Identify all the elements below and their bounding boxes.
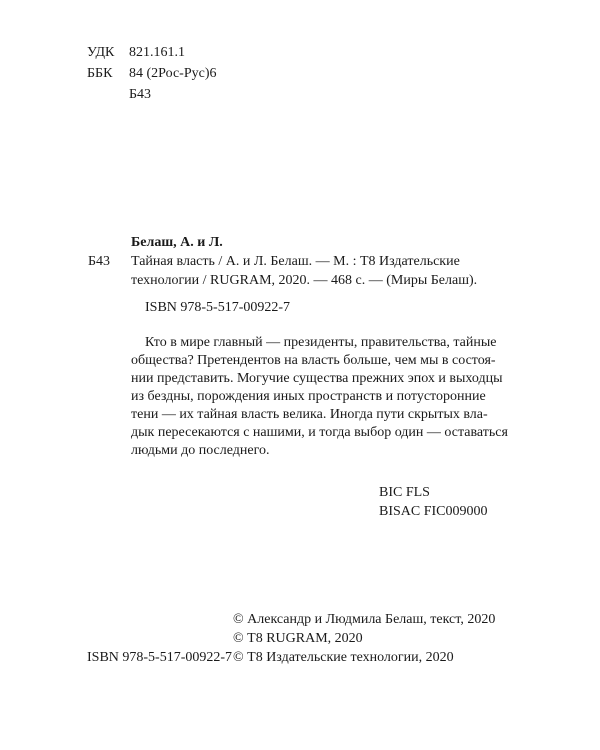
annotation-line: тени — их тайная власть велика. Иногда пути скрытых вла- bbox=[131, 407, 488, 422]
annotation-line: из бездны, порождения иных пространств и потусторонние bbox=[131, 389, 486, 404]
bisac-code: BISAC FIC009000 bbox=[379, 504, 488, 519]
annotation-line: нии представить. Могучие существа прежних эпох и выходцы bbox=[131, 371, 503, 386]
isbn-footer: ISBN 978-5-517-00922-7 bbox=[87, 650, 233, 665]
bbk-row bbox=[87, 65, 287, 83]
copyright-text: © Александр и Людмила Белаш, текст, 2020 bbox=[233, 612, 496, 627]
copyright-technologies: © Т8 Издательские технологии, 2020 bbox=[233, 650, 454, 665]
bic-code: BIC FLS bbox=[379, 485, 430, 500]
bbk-label: ББК bbox=[87, 66, 113, 81]
copyright-publisher: © Т8 RUGRAM, 2020 bbox=[233, 631, 363, 646]
udk-value: 821.161.1 bbox=[129, 45, 185, 60]
bib-description-line-2: технологии / RUGRAM, 2020. — 468 с. — (Миры Белаш). bbox=[131, 273, 478, 288]
author-heading: Белаш, А. и Л. bbox=[131, 235, 223, 250]
annotation-line: Кто в мире главный — президенты, правительства, тайные bbox=[145, 335, 497, 350]
annotation-line: людьми до последнего. bbox=[131, 443, 270, 458]
bib-description-line-1: Тайная власть / А. и Л. Белаш. — М. : Т8 Издательские bbox=[131, 254, 460, 269]
udk-label: УДК bbox=[87, 45, 115, 60]
isbn-entry: ISBN 978-5-517-00922-7 bbox=[145, 300, 291, 315]
annotation-line: дык пересекаются с нашими, и тогда выбор один — оставаться bbox=[131, 425, 508, 440]
author-mark-top: Б43 bbox=[129, 87, 152, 102]
bbk-value: 84 (2Рос-Рус)6 bbox=[129, 66, 217, 81]
annotation-line: общества? Претендентов на власть больше, чем мы в состоя- bbox=[131, 353, 496, 368]
udk-row bbox=[87, 44, 287, 62]
author-mark: Б43 bbox=[88, 254, 111, 269]
